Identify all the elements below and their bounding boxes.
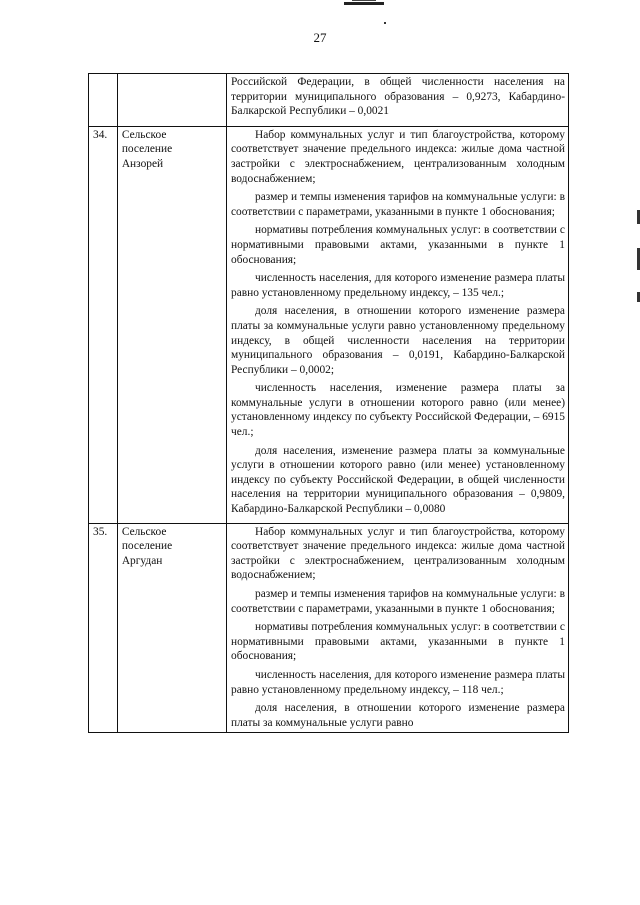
- settlement-name-cell: [117, 74, 226, 127]
- page-number: 27: [313, 30, 327, 45]
- document-table: [88, 73, 569, 733]
- description-cell: [227, 74, 569, 127]
- row-number-cell: [89, 523, 118, 733]
- description-paragraph: размер и темпы изменения тарифов на коммунальные услуги: в соответствии с параметрами, указанными в пункте 1 обоснования;: [231, 588, 565, 615]
- settlement-name-line: Сельское: [121, 128, 167, 141]
- description-paragraph: Набор коммунальных услуг и тип благоустройства, которому соответствует значение предельного индекса: жилые дома частной застройки с электроснабжением, централизованным холодным водоснабжением;: [231, 128, 565, 185]
- description-paragraph: Набор коммунальных услуг и тип благоустройства, которому соответствует значение предельного индекса: жилые дома частной застройки с электроснабжением, централизованным холодным водоснабжением;: [231, 525, 565, 582]
- table-body: [89, 74, 569, 733]
- description-paragraph: доля населения, в отношении которого изменение размера платы за коммунальные услуги равно установленному предельному индексу, в общей численности населения на территории муниципального образования – 0,0191, Кабардино-Балкарской Республики – 0,0002;: [231, 305, 565, 376]
- description-paragraph: размер и темпы изменения тарифов на коммунальные услуги: в соответствии с параметрами, указанными в пункте 1 обоснования;: [231, 191, 565, 218]
- settlement-name-cell: [117, 126, 226, 523]
- table-row: [89, 523, 569, 733]
- description-paragraph: доля населения, изменение размера платы за коммунальные услуги в отношении которого равно (или менее) установленному индексу по субъекту Российской Федерации, в общей численности населения на территории муниципального образования – 0,9809, Кабардино-Балкарской Республики – 0,0080: [231, 444, 565, 516]
- scan-artifact-mark: [352, 0, 376, 1]
- description-cell: [227, 126, 569, 523]
- row-number: 34.: [93, 128, 108, 141]
- settlement-name-line: поселение: [121, 143, 173, 156]
- description-paragraph: численность населения, изменение размера платы за коммунальные услуги в отношении которого равно (или менее) установленному индексу по субъекту Российской Федерации, – 6915 чел.;: [231, 382, 565, 439]
- scan-artifact-dot: [384, 22, 386, 24]
- description-paragraph: численность населения, для которого изменение размера платы равно установленному предельному индексу, – 118 чел.;: [231, 668, 565, 696]
- settlement-name-cell: [117, 523, 226, 733]
- settlement-name-line: поселение: [121, 540, 173, 553]
- settlement-name-line: Аргудан: [121, 554, 163, 567]
- row-number: 35.: [93, 525, 108, 538]
- settlement-name-line: Анзорей: [121, 157, 164, 170]
- description-paragraph: Российской Федерации, в общей численности населения на территории муниципального образования – 0,9273, Кабардино-Балкарской Республики – 0,0021: [231, 76, 565, 118]
- description-paragraph: численность населения, для которого изменение размера платы равно установленному предельному индексу, – 135 чел.;: [231, 272, 565, 299]
- scan-artifact-mark: [344, 2, 384, 5]
- row-number-cell: [89, 74, 118, 127]
- table-row: [89, 126, 569, 523]
- table-row: [89, 74, 569, 127]
- description-paragraph: нормативы потребления коммунальных услуг: в соответствии с нормативными правовыми актами, указанными в пункте 1 обоснования;: [231, 224, 565, 266]
- description-cell: [227, 523, 569, 733]
- description-paragraph: доля населения, в отношении которого изменение размера платы за коммунальные услуги равно: [231, 702, 565, 729]
- settlement-name-line: Сельское: [121, 525, 167, 538]
- row-number-cell: [89, 126, 118, 523]
- description-paragraph: нормативы потребления коммунальных услуг: в соответствии с нормативными правовыми актами, указанными в пункте 1 обоснования;: [231, 621, 565, 663]
